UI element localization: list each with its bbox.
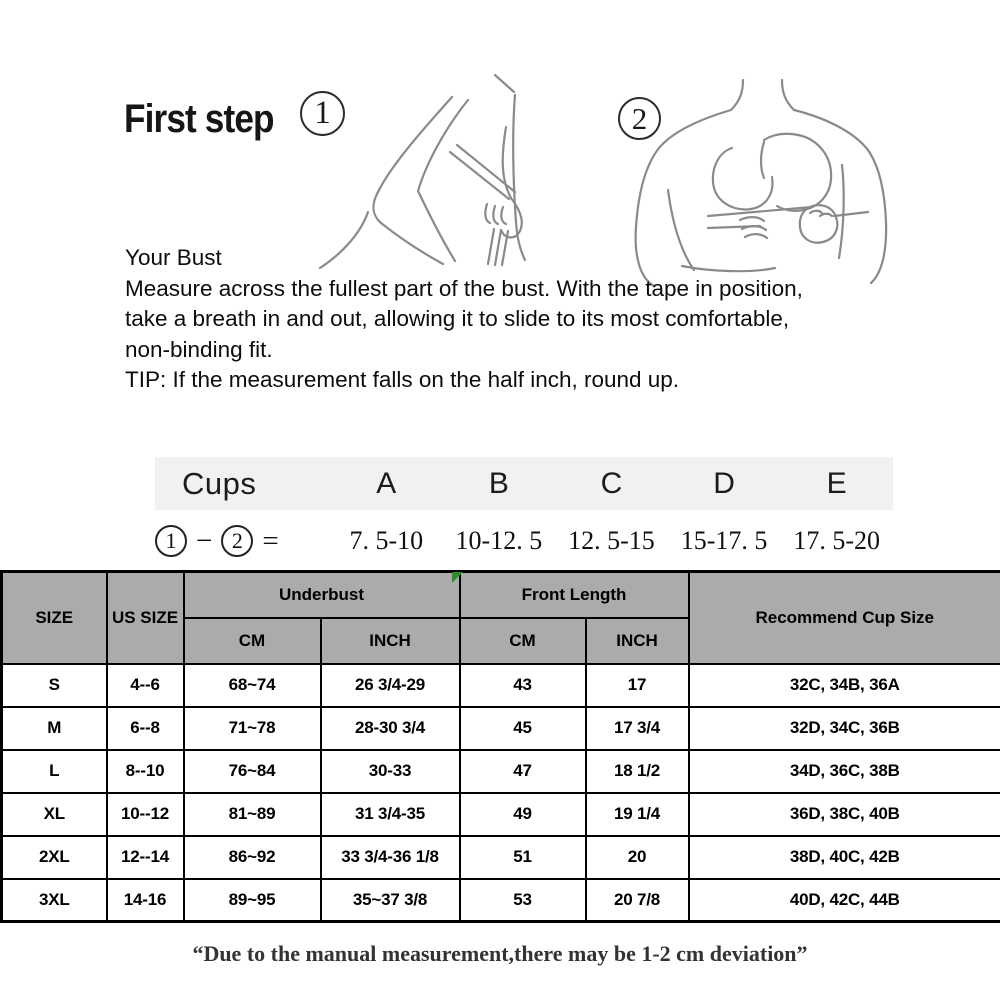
table-row-3xl [2, 879, 1000, 922]
cell-cup-size: 40D, 42C, 44B [689, 879, 1000, 922]
instructions-line: TIP: If the measurement falls on the half inch, round up. [125, 367, 680, 392]
cup-range-d: 15-17. 5 [680, 526, 768, 555]
col-header-underbust-cm: CM [184, 618, 321, 664]
cell-underbust-cm: 71~78 [184, 707, 321, 750]
cup-range-a: 7. 5-10 [349, 526, 424, 555]
cell-front-length-inch: 20 7/8 [586, 879, 689, 922]
instructions-line: take a breath in and out, allowing it to slide to its most comfortable, [125, 306, 790, 331]
col-header-front-length: Front Length [460, 572, 689, 618]
cell-size: XL [2, 793, 107, 836]
cell-front-length-cm: 49 [460, 793, 586, 836]
equals-sign: = [262, 524, 279, 557]
table-row-xl [2, 793, 1000, 836]
cell-cup-size: 32D, 34C, 36B [689, 707, 1000, 750]
green-corner-marker-icon [452, 572, 463, 583]
col-header-underbust-inch: INCH [321, 618, 460, 664]
cell-us-size: 8--10 [107, 750, 184, 793]
cup-formula-row [155, 517, 893, 565]
cell-us-size: 14-16 [107, 879, 184, 922]
cell-underbust-inch: 28-30 3/4 [321, 707, 460, 750]
cup-range-e: 17. 5-20 [793, 526, 880, 555]
cell-front-length-inch: 19 1/4 [586, 793, 689, 836]
cell-cup-size: 34D, 36C, 38B [689, 750, 1000, 793]
cell-underbust-inch: 30-33 [321, 750, 460, 793]
cell-front-length-cm: 45 [460, 707, 586, 750]
instructions-block [125, 243, 803, 396]
col-header-underbust: Underbust [184, 572, 460, 618]
cell-us-size: 4--6 [107, 664, 184, 707]
cell-cup-size: 38D, 40C, 42B [689, 836, 1000, 879]
header-row-groups [2, 572, 1000, 618]
cell-underbust-cm: 68~74 [184, 664, 321, 707]
page-title: First step [124, 97, 274, 141]
instructions-heading: Your Bust [125, 245, 222, 270]
cell-underbust-inch: 26 3/4-29 [321, 664, 460, 707]
cell-front-length-cm: 47 [460, 750, 586, 793]
cell-us-size: 6--8 [107, 707, 184, 750]
cup-formula [155, 525, 330, 558]
cell-size: L [2, 750, 107, 793]
cell-size: 3XL [2, 879, 107, 922]
cell-underbust-cm: 89~95 [184, 879, 321, 922]
cell-underbust-cm: 86~92 [184, 836, 321, 879]
cell-underbust-cm: 76~84 [184, 750, 321, 793]
size-chart-header [2, 572, 1000, 664]
cell-us-size: 10--12 [107, 793, 184, 836]
step-2-number: 2 [631, 100, 648, 136]
cell-underbust-inch: 35~37 3/8 [321, 879, 460, 922]
cell-underbust-cm: 81~89 [184, 793, 321, 836]
cup-letter-a: A [376, 466, 397, 500]
cell-cup-size: 32C, 34B, 36A [689, 664, 1000, 707]
cell-front-length-cm: 43 [460, 664, 586, 707]
step-1-number: 1 [314, 95, 331, 131]
cell-front-length-cm: 51 [460, 836, 586, 879]
cell-underbust-inch: 33 3/4-36 1/8 [321, 836, 460, 879]
cup-letter-c: C [600, 466, 623, 500]
cup-letter-d: D [713, 466, 735, 500]
table-row-s [2, 664, 1000, 707]
cup-letter-b: B [488, 466, 509, 500]
cups-header-band [155, 457, 893, 510]
cell-front-length-inch: 18 1/2 [586, 750, 689, 793]
cell-front-length-inch: 20 [586, 836, 689, 879]
table-row-2xl [2, 836, 1000, 879]
cups-label: Cups [182, 465, 257, 501]
formula-step-1-icon: 1 [155, 525, 187, 557]
cell-front-length-cm: 53 [460, 879, 586, 922]
col-header-size: SIZE [2, 572, 107, 664]
cell-front-length-inch: 17 3/4 [586, 707, 689, 750]
col-header-front-length-inch: INCH [586, 618, 689, 664]
cup-range-c: 12. 5-15 [568, 526, 655, 555]
col-header-front-length-cm: CM [460, 618, 586, 664]
col-header-us-size: US SIZE [107, 572, 184, 664]
cell-size: 2XL [2, 836, 107, 879]
cell-cup-size: 36D, 38C, 40B [689, 793, 1000, 836]
cell-size: M [2, 707, 107, 750]
cup-letter-e: E [826, 466, 847, 500]
cell-underbust-inch: 31 3/4-35 [321, 793, 460, 836]
table-row-m [2, 707, 1000, 750]
instructions-line: non-binding fit. [125, 336, 273, 362]
col-header-recommend-cup-size: Recommend Cup Size [689, 572, 1000, 664]
table-row-l [2, 750, 1000, 793]
cup-range-b: 10-12. 5 [455, 526, 543, 555]
size-chart-table [0, 570, 1000, 923]
formula-step-2-icon: 2 [221, 525, 253, 557]
cell-us-size: 12--14 [107, 836, 184, 879]
instructions-line: Measure across the fullest part of the bust. With the tape in position, [125, 275, 803, 301]
minus-sign: − [196, 524, 213, 557]
cell-size: S [2, 664, 107, 707]
measurement-deviation-note: “Due to the manual measurement,there may be 1-2 cm deviation” [192, 941, 808, 966]
cell-front-length-inch: 17 [586, 664, 689, 707]
